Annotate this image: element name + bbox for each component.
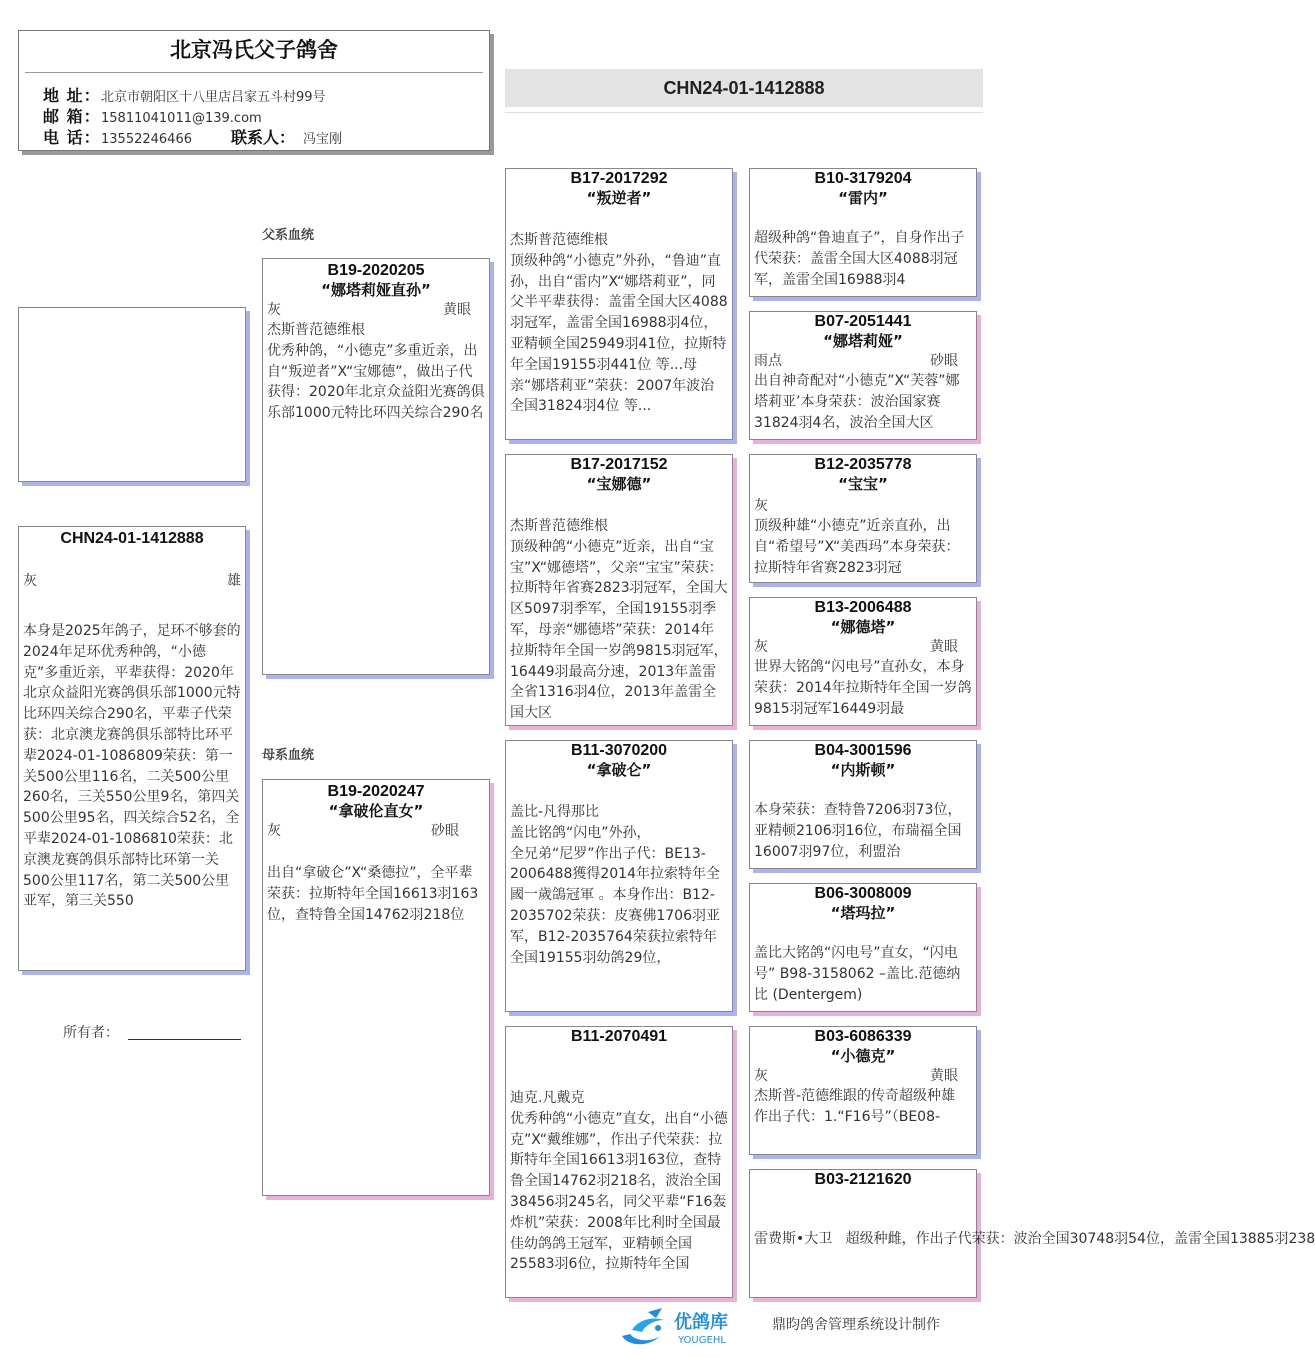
- pigeon-photo-frame: [18, 307, 246, 482]
- dam-name: “拿破伦直女”: [328, 802, 424, 820]
- contact-label: 联系人：: [231, 128, 296, 147]
- great-grandparent-traits: [750, 496, 976, 516]
- great-grandparent-card: [749, 311, 977, 440]
- great-grandparent-card: [749, 1026, 977, 1155]
- sire-description: 杰斯普范德维根 优秀种鸽，“小德克”多重近亲，出自“叛逆者”X“宝娜德”，做出子代获得：2020年北京众益阳光赛鸽俱乐部1000元特比环四关综合290名: [267, 322, 485, 422]
- header-divider: [25, 72, 483, 73]
- great-grandparent-color: 灰: [754, 498, 768, 514]
- owner-signature-line[interactable]: [128, 1039, 241, 1040]
- sire-ring: B19-2020205: [327, 262, 425, 279]
- great-grandparent-card: [749, 168, 977, 297]
- dam-traits: [263, 821, 489, 841]
- grandparent-card: [505, 1026, 733, 1298]
- great-grandparent-name: “宝宝”: [838, 475, 888, 493]
- great-grandparent-name: “小德克”: [830, 1047, 896, 1065]
- great-grandparent-color: 雨点: [754, 353, 782, 369]
- great-grandparent-ring: B12-2035778: [814, 456, 912, 473]
- self-card: [18, 526, 246, 971]
- bird-wave-icon: [618, 1306, 763, 1350]
- great-grandparent-ring: B04-3001596: [814, 742, 912, 759]
- great-grandparent-card: [749, 740, 977, 869]
- grandparent-name: “拿破仑”: [586, 761, 652, 779]
- great-grandparent-traits: [750, 780, 976, 800]
- dam-card: [262, 779, 490, 1196]
- great-grandparent-eye: 砂眼: [930, 353, 958, 369]
- contact-value: 冯宝刚: [303, 132, 343, 147]
- grandparent-description: 杰斯普范德维根 顶级种鸽“小德克”外孙，“鲁迪”直孙，出自“雷内”X“娜塔莉亚”，同父半平辈获得：盖雷全国大区4088羽冠军，盖雷全国16988羽4位，亚精顿全国25949羽41位，拉斯特年全国19155羽441位 等...母亲“娜塔莉亚”荣获：2007年波治全国31824羽4位 等...: [510, 232, 728, 415]
- great-grandparent-card: [749, 597, 977, 726]
- grandparent-card: [505, 740, 733, 1012]
- great-grandparent-color: 灰: [754, 1068, 768, 1084]
- great-grandparent-name: [750, 1189, 976, 1209]
- dam-line-label: 母系血统: [262, 748, 315, 763]
- email-value: 15811041011@139.com: [101, 111, 262, 126]
- great-grandparent-card: [749, 883, 977, 1012]
- great-grandparent-name: “塔玛拉”: [830, 904, 896, 922]
- great-grandparent-traits: [750, 923, 976, 943]
- sire-eye: 黄眼: [443, 302, 471, 318]
- footer-credit: 鼎昀鸽舍管理系统设计制作: [772, 1317, 940, 1333]
- phone-value: 13552246466: [101, 132, 192, 147]
- address-value: 北京市朝阳区十八里店吕家五斗村99号: [101, 90, 326, 105]
- address-label: 地 址：: [43, 86, 101, 105]
- banner-divider: [505, 112, 983, 113]
- self-sex: 雄: [227, 573, 241, 589]
- email-row: [43, 107, 262, 129]
- great-grandparent-card: [749, 454, 977, 583]
- great-grandparent-name: “雷内”: [838, 189, 888, 207]
- self-ring: CHN24-01-1412888: [60, 530, 204, 547]
- great-grandparent-name: “娜塔莉娅”: [823, 332, 903, 350]
- yougeku-logo: [618, 1306, 763, 1350]
- great-grandparent-description: 雷费斯•大卫 超级种雌，作出子代荣获：波治全国30748羽54位，盖雷全国13885羽238: [754, 1231, 1315, 1247]
- sire-traits: [263, 300, 489, 320]
- great-grandparent-description: 出自神奇配对“小德克”X“芙蓉”娜塔莉亚’本身荣获：波治国家赛31824羽4名，波治全国大区: [754, 373, 960, 431]
- great-grandparent-description: 本身荣获：查特鲁7206羽73位，亚精顿2106羽16位，布瑞福全国16007羽97位，利盟治: [754, 802, 962, 860]
- sire-name: “娜塔莉娅直孙”: [321, 281, 431, 299]
- grandparent-name: “宝娜德”: [586, 475, 652, 493]
- grandparent-description: 盖比-凡得那比 盖比铭鸽“闪电”外孙， 全兄弟“尼罗”作出子代：BE13-2006488獲得2014年拉索特年全國一歲鴿冠軍 。本身作出：B12-2035702荣获：皮赛佛1706羽亚军，B12-2035764荣获拉索特年全国19155羽幼鸽29位，: [510, 804, 720, 966]
- self-color: 灰: [23, 573, 37, 589]
- great-grandparent-description: 世界大铭鸽“闪电号”直孙女，本身荣获：2014年拉斯特年全国一岁鸽9815羽冠军16449羽最: [754, 659, 972, 717]
- phone-label: 电 话：: [43, 128, 101, 147]
- great-grandparent-traits: [750, 1209, 976, 1229]
- logo-subtext: YOUGEHL: [678, 1335, 726, 1346]
- great-grandparent-ring: B07-2051441: [814, 313, 912, 330]
- self-traits: [19, 571, 245, 591]
- great-grandparent-description: 盖比大铭鸽“闪电号”直女，“闪电号” B98-3158062 –盖比.范德纳比 (Dentergem): [754, 945, 961, 1003]
- loft-header: [18, 30, 490, 151]
- great-grandparent-ring: B03-6086339: [814, 1028, 912, 1045]
- grandparent-name: [506, 1046, 732, 1066]
- great-grandparent-description: 顶级种雄“小德克”近亲直孙，出自“希望号”X“美西玛”本身荣获：拉斯特年省赛2823羽冠: [754, 518, 960, 576]
- grandparent-ring: B17-2017152: [570, 456, 668, 473]
- grandparent-ring: B11-2070491: [570, 1028, 668, 1045]
- great-grandparent-traits: [750, 208, 976, 228]
- great-grandparent-description: 杰斯普-范德维跟的传奇超级种雄 作出子代：1.“F16号”（BE08-: [754, 1088, 956, 1125]
- great-grandparent-card: [749, 1169, 1315, 1298]
- great-grandparent-ring: B03-2121620: [814, 1171, 912, 1188]
- grandparent-description: 杰斯普范德维根 顶级种鸽“小德克”近亲，出自“宝宝”X“娜德塔”，父亲“宝宝”荣获：拉斯特年省赛2823羽冠军，全国大区5097羽季军，全国19155羽季军，母亲“娜德塔”荣获：2014年拉斯特年全国一岁鸽9815羽冠军，16449羽最高分速，2013年盖雷全省1316羽4位，2013年盖雷全国大区: [510, 518, 728, 722]
- dam-eye: 砂眼: [431, 823, 459, 839]
- great-grandparent-name: “娜德塔”: [830, 618, 896, 636]
- self-description: 本身是2025年鸽子，足环不够套的2024年足环优秀种鸽，“小德克”多重近亲，平辈获得：2020年北京众益阳光赛鸽俱乐部1000元特比环四关综合290名，平辈子代荣获：北京澳龙赛鸽俱乐部特比环平辈2024-01-1086809荣获：第一关500公里116名，二关500公里260名，三关550公里9名，第四关500公里95名，四关综合52名，全平辈2024-01-1086810荣获：北京澳龙赛鸽俱乐部特比环第一关500公里117名，第二关500公里亚军，第三关550: [23, 623, 241, 910]
- great-grandparent-name: “内斯顿”: [830, 761, 896, 779]
- grandparent-ring: B11-3070200: [570, 742, 668, 759]
- dam-color: 灰: [267, 823, 281, 839]
- great-grandparent-ring: B06-3008009: [814, 885, 912, 902]
- great-grandparent-description: 超级种鸽“鲁迪直子”，自身作出子代荣获：盖雷全国大区4088羽冠军，盖雷全国16988羽4: [754, 230, 965, 288]
- logo-text: 优鸽库: [674, 1312, 728, 1333]
- great-grandparent-color: 灰: [754, 639, 768, 655]
- great-grandparent-traits: [750, 637, 976, 657]
- dam-ring: B19-2020247: [327, 783, 425, 800]
- grandparent-card: [505, 454, 733, 726]
- owner-label: 所有者：: [63, 1025, 119, 1041]
- grandparent-description: 迪克.凡戴克 优秀种鸽“小德克”直女，出自“小德克”X“戴维娜”，作出子代荣获：拉斯特年全国16613羽163位，查特鲁全国14762羽218名，波治全国38456羽245名，同父平辈“F16轰炸机”荣获：2008年比利时全国最佳幼鸽鸽王冠军，亚精顿全国25583羽6位，拉斯特年全国: [510, 1090, 728, 1273]
- grandparent-card: [505, 168, 733, 440]
- great-grandparent-ring: B13-2006488: [814, 599, 912, 616]
- email-label: 邮 箱：: [43, 107, 101, 126]
- sire-color: 灰: [267, 302, 281, 318]
- great-grandparent-eye: 黄眼: [930, 639, 958, 655]
- phone-row: [43, 128, 342, 150]
- loft-name: 北京冯氏父子鸽舍: [170, 38, 338, 62]
- address-row: [43, 86, 326, 108]
- great-grandparent-traits: [750, 1066, 976, 1086]
- grandparent-name: “叛逆者”: [586, 189, 652, 207]
- dam-description: 出自“拿破仑”X“桑德拉”，全平辈荣获：拉斯特年全国16613羽163位，查特鲁全国14762羽218位: [267, 865, 479, 923]
- sire-card: [262, 258, 490, 675]
- ring-banner: CHN24-01-1412888: [505, 69, 983, 107]
- sire-line-label: 父系血统: [262, 228, 315, 243]
- great-grandparent-traits: [750, 351, 976, 371]
- grandparent-ring: B17-2017292: [570, 170, 668, 187]
- great-grandparent-ring: B10-3179204: [814, 170, 912, 187]
- great-grandparent-eye: 黄眼: [930, 1068, 958, 1084]
